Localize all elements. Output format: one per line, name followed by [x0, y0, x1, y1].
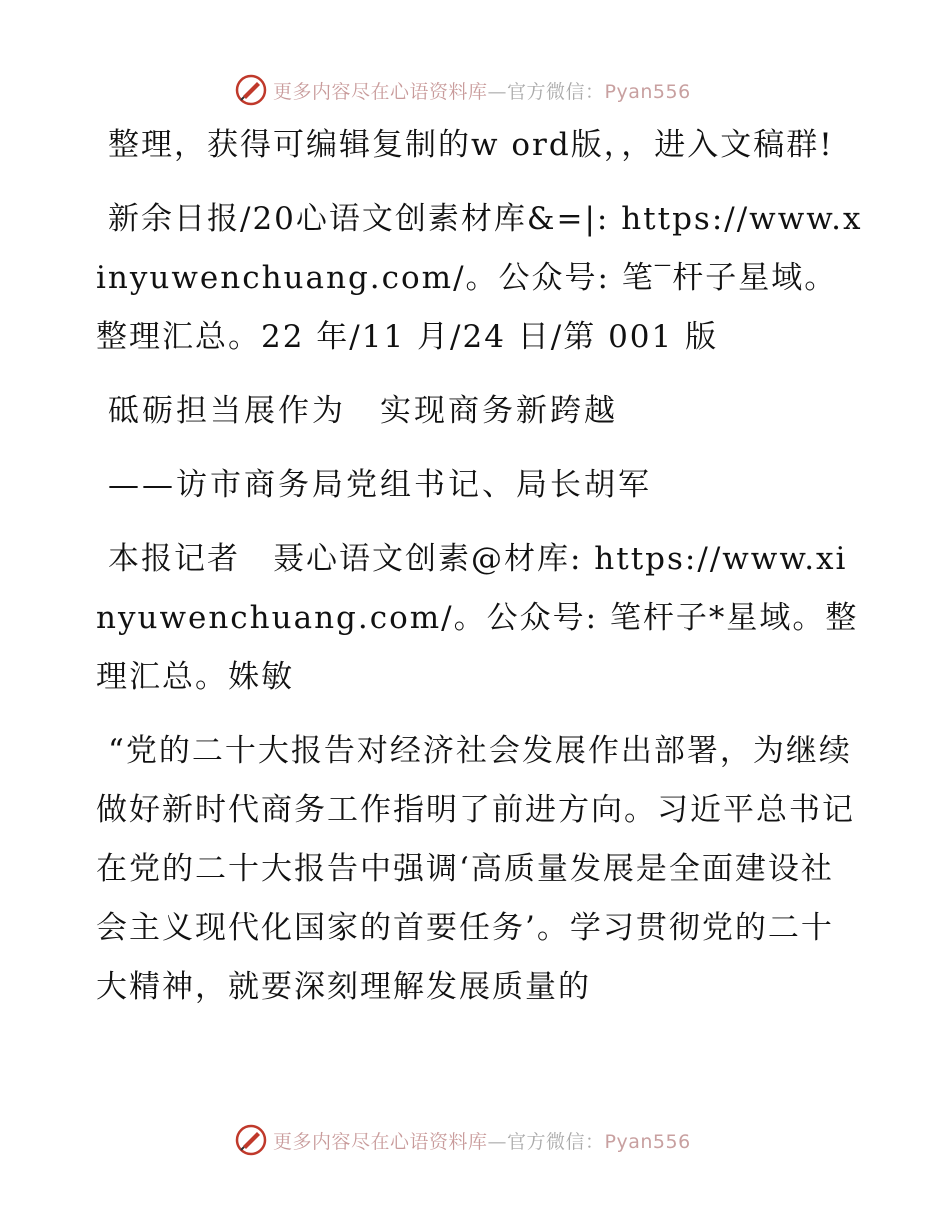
brand-text: 更多内容尽在心语资料库 — [273, 80, 488, 103]
banner-text — [273, 77, 691, 104]
article-subtitle: ——访市商务局党组书记、局长胡军 — [108, 467, 652, 503]
header-banner — [235, 72, 715, 108]
article-title: 砥砺担当展作为 实现商务新跨越 — [108, 393, 618, 429]
brand-logo-icon — [235, 1124, 267, 1156]
footer-banner — [235, 1122, 715, 1158]
byline: 本报记者 聂心语文创素@材库: https://www.xinyuwenchuang.com/。公众号: 笔杆子*星域。整理汇总。姝敏 — [96, 541, 859, 695]
banner-separator: — — [487, 1130, 508, 1153]
banner-text — [273, 1127, 691, 1154]
paragraph-body: “党的二十大报告对经济社会发展作出部署，为继续做好新时代商务工作指明了前进方向。习近平总书记在党的二十大报告中强调‘高质量发展是全面建设社会主义现代化国家的首要任务’。学习贯彻党的二十大精神，就要深刻理解发展质量的 — [96, 733, 855, 1005]
paragraph-intro: 整理，获得可编辑复制的w ord版，，进入文稿群! — [108, 127, 834, 163]
wechat-label: 官方微信： — [507, 80, 605, 103]
paragraph-source: 新余日报/20心语文创素材库&=|: https://www.xinyuwenchuang.com/。公众号: 笔‾杆子星域。整理汇总。22 年/11 月/24 日/第 001 版 — [96, 201, 863, 355]
wechat-id: Pyan556 — [604, 1130, 691, 1153]
banner-separator: — — [487, 80, 508, 103]
brand-text: 更多内容尽在心语资料库 — [273, 1130, 488, 1153]
document-body — [96, 116, 866, 1032]
brand-logo-icon — [235, 74, 267, 106]
wechat-id: Pyan556 — [604, 80, 691, 103]
wechat-label: 官方微信： — [507, 1130, 605, 1153]
